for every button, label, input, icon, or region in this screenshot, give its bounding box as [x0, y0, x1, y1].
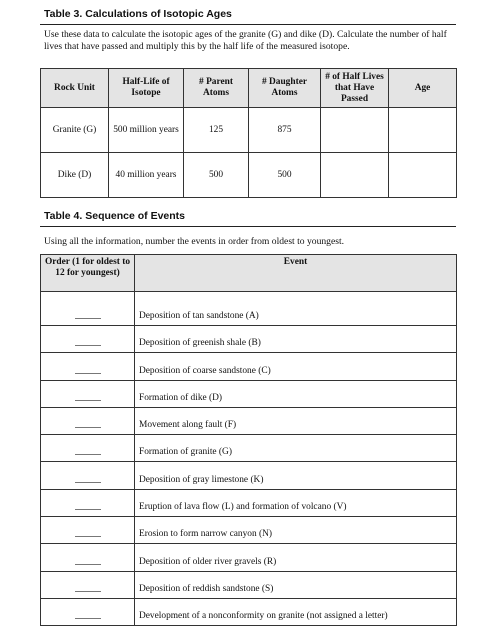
order-blank-line[interactable]: [75, 372, 101, 374]
table4-title: Table 4. Sequence of Events: [44, 210, 186, 222]
order-blank-line[interactable]: [75, 344, 101, 346]
table-row: [41, 544, 457, 571]
table-row: [41, 380, 457, 407]
header-event: Event: [135, 255, 457, 292]
order-answer-cell[interactable]: [41, 353, 135, 380]
order-answer-cell[interactable]: [41, 435, 135, 462]
order-blank-line[interactable]: [75, 617, 101, 619]
table-row: [41, 407, 457, 434]
event-cell: Deposition of greenish shale (B): [135, 326, 457, 353]
table-row: [41, 108, 457, 153]
header-half-lives-passed: # of Half Lives that Have Passed: [321, 69, 389, 108]
isotopic-ages-table: [40, 68, 457, 198]
header-order: Order (1 for oldest to 12 for youngest): [41, 255, 135, 292]
half-lives-answer-cell[interactable]: [321, 153, 389, 198]
event-cell: Erosion to form narrow canyon (N): [135, 517, 457, 544]
age-answer-cell[interactable]: [389, 153, 457, 198]
header-rock-unit: Rock Unit: [41, 69, 109, 108]
table-row: [41, 598, 457, 625]
order-blank-line[interactable]: [75, 535, 101, 537]
daughter-atoms-cell: 500: [249, 153, 321, 198]
event-cell: Movement along fault (F): [135, 407, 457, 434]
header-parent-atoms: # Parent Atoms: [184, 69, 249, 108]
event-cell: Deposition of tan sandstone (A): [135, 292, 457, 326]
half-life-cell: 40 million years: [109, 153, 184, 198]
rock-unit-cell: Dike (D): [41, 153, 109, 198]
table-row: [41, 435, 457, 462]
order-blank-line[interactable]: [75, 563, 101, 565]
event-cell: Formation of granite (G): [135, 435, 457, 462]
table-row: [41, 571, 457, 598]
table-row: [41, 153, 457, 198]
table4-title-rule: [40, 226, 456, 227]
order-answer-cell[interactable]: [41, 517, 135, 544]
order-blank-line[interactable]: [75, 508, 101, 510]
order-blank-line[interactable]: [75, 317, 101, 319]
event-cell: Deposition of older river gravels (R): [135, 544, 457, 571]
daughter-atoms-cell: 875: [249, 108, 321, 153]
order-answer-cell[interactable]: [41, 326, 135, 353]
age-answer-cell[interactable]: [389, 108, 457, 153]
header-age: Age: [389, 69, 457, 108]
event-cell: Deposition of reddish sandstone (S): [135, 571, 457, 598]
events-body: [41, 292, 457, 626]
order-blank-line[interactable]: [75, 481, 101, 483]
order-answer-cell[interactable]: [41, 571, 135, 598]
table-row: [41, 326, 457, 353]
event-cell: Deposition of coarse sandstone (C): [135, 353, 457, 380]
order-answer-cell[interactable]: [41, 380, 135, 407]
table3-title-rule: [40, 24, 456, 25]
header-half-life: Half-Life of Isotope: [109, 69, 184, 108]
order-answer-cell[interactable]: [41, 489, 135, 516]
order-answer-cell[interactable]: [41, 407, 135, 434]
table3-header-row: [41, 69, 457, 108]
table3-title: Table 3. Calculations of Isotopic Ages: [44, 8, 232, 20]
order-answer-cell[interactable]: [41, 462, 135, 489]
event-cell: Development of a nonconformity on granite (not assigned a letter): [135, 598, 457, 625]
event-cell: Deposition of gray limestone (K): [135, 462, 457, 489]
order-answer-cell[interactable]: [41, 292, 135, 326]
table-row: [41, 292, 457, 326]
parent-atoms-cell: 125: [184, 108, 249, 153]
sequence-of-events-table: [40, 254, 457, 626]
table4-header-row: [41, 255, 457, 292]
rock-unit-cell: Granite (G): [41, 108, 109, 153]
event-cell: Formation of dike (D): [135, 380, 457, 407]
event-cell: Eruption of lava flow (L) and formation of volcano (V): [135, 489, 457, 516]
order-answer-cell[interactable]: [41, 598, 135, 625]
table-row: [41, 353, 457, 380]
table3-intro: Use these data to calculate the isotopic ages of the granite (G) and dike (D). Calculate the number of half lives that have passed and multiply this by the half life of the measured isotope.: [44, 29, 447, 52]
half-lives-answer-cell[interactable]: [321, 108, 389, 153]
order-blank-line[interactable]: [75, 399, 101, 401]
table-row: [41, 462, 457, 489]
header-daughter-atoms: # Daughter Atoms: [249, 69, 321, 108]
table4-intro: Using all the information, number the events in order from oldest to youngest.: [44, 236, 345, 247]
parent-atoms-cell: 500: [184, 153, 249, 198]
order-answer-cell[interactable]: [41, 544, 135, 571]
order-blank-line[interactable]: [75, 590, 101, 592]
half-life-cell: 500 million years: [109, 108, 184, 153]
order-blank-line[interactable]: [75, 453, 101, 455]
table-row: [41, 517, 457, 544]
table-row: [41, 489, 457, 516]
order-blank-line[interactable]: [75, 426, 101, 428]
